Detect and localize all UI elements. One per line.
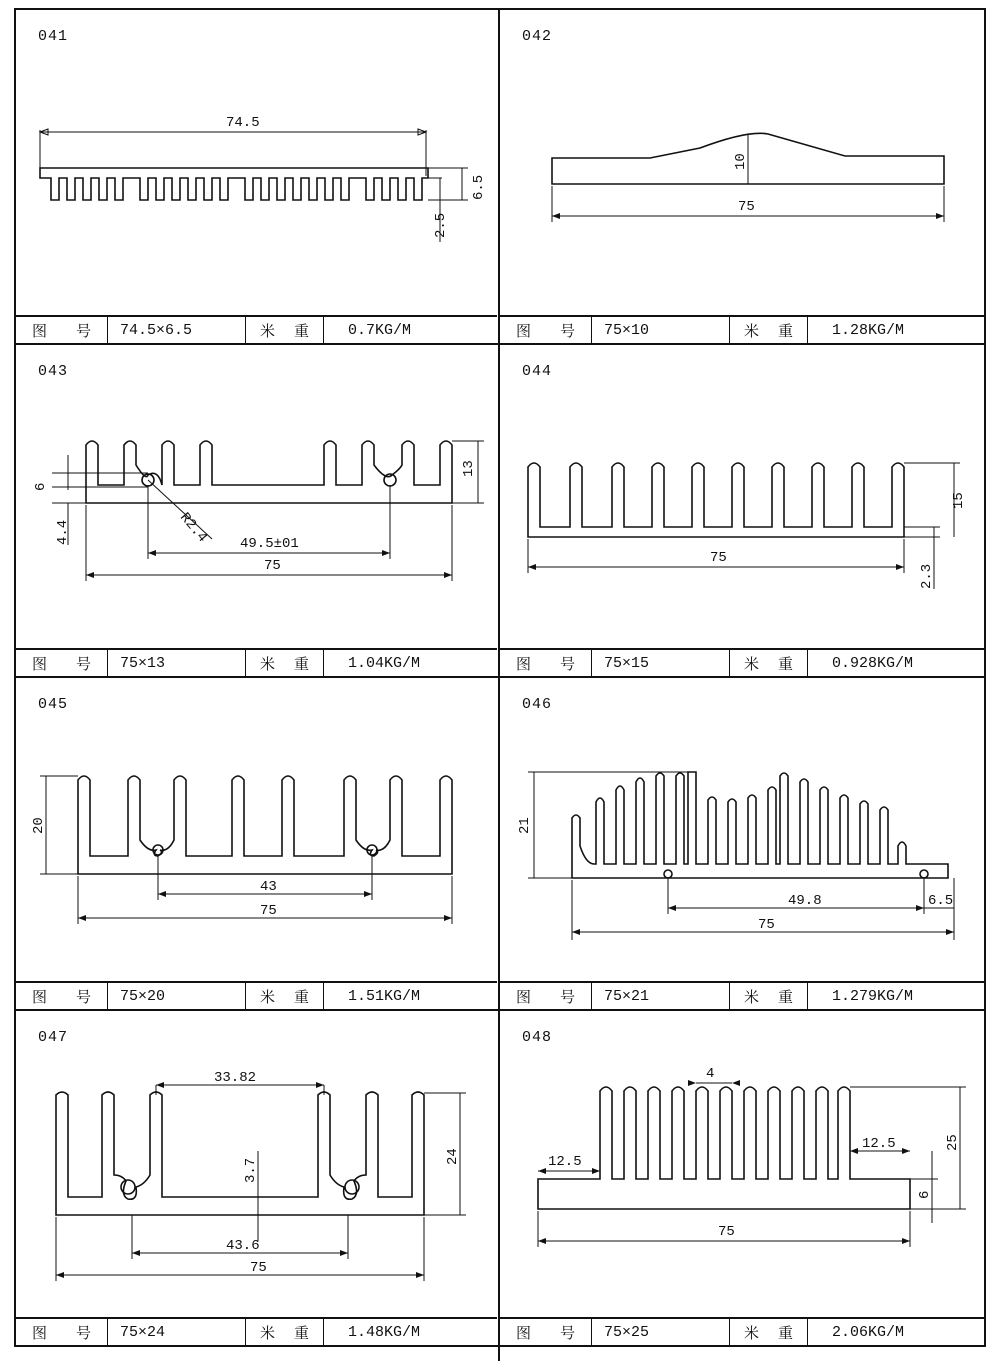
weight-label: 米 重 — [730, 317, 808, 343]
profile-drawing-048 — [500, 1011, 984, 1345]
info-row — [500, 1317, 984, 1345]
dim-label: 25 — [945, 1134, 961, 1151]
profile-drawing-041 — [16, 10, 497, 343]
weight-label: 米 重 — [730, 983, 808, 1009]
dim-label: 75 — [718, 1224, 735, 1240]
info-row — [16, 981, 497, 1009]
weight-value: 1.279KG/M — [832, 987, 914, 1005]
size-value: 75×24 — [108, 1319, 246, 1345]
info-row — [16, 315, 497, 343]
dim-label: 75 — [260, 903, 277, 919]
drawing-no-label: 图 号 — [16, 1319, 108, 1345]
profile-drawing-045 — [16, 678, 497, 1009]
profile-cell-043 — [16, 345, 497, 676]
profile-drawing-047 — [16, 1011, 497, 1345]
weight-label: 米 重 — [730, 1319, 808, 1345]
profile-cell-041 — [16, 10, 497, 343]
info-row — [16, 648, 497, 676]
drawing-id: 043 — [38, 363, 69, 380]
weight-label: 米 重 — [246, 317, 324, 343]
size-value: 74.5×6.5 — [108, 317, 246, 343]
drawing-id: 041 — [38, 28, 69, 45]
profile-cell-047 — [16, 1011, 497, 1345]
dim-label: 3.7 — [243, 1157, 259, 1183]
weight-value: 2.06KG/M — [832, 1323, 905, 1341]
drawing-id: 045 — [38, 696, 69, 713]
dim-label: 6.5 — [471, 174, 487, 200]
dim-label: 13 — [461, 460, 477, 477]
size-value: 75×20 — [108, 983, 246, 1009]
dim-label: 21 — [517, 817, 533, 834]
profile-drawing-044 — [500, 345, 984, 676]
dim-label: 49.8 — [788, 893, 822, 909]
size-value: 75×25 — [592, 1319, 730, 1345]
profile-cell-046 — [500, 678, 984, 1009]
profile-cell-044 — [500, 345, 984, 676]
dim-label: 4 — [706, 1066, 715, 1082]
dim-label: 12.5 — [862, 1136, 896, 1152]
size-value: 75×21 — [592, 983, 730, 1009]
dim-label: 15 — [951, 492, 967, 509]
weight-value: 0.7KG/M — [348, 321, 412, 339]
dim-label: 4.4 — [55, 519, 71, 545]
drawing-id: 046 — [522, 696, 553, 713]
weight-value: 1.04KG/M — [348, 654, 421, 672]
dim-label: 75 — [758, 917, 775, 933]
dim-label: 43 — [260, 879, 277, 895]
drawing-id: 047 — [38, 1029, 69, 1046]
dim-label: 12.5 — [548, 1154, 582, 1170]
weight-label: 米 重 — [246, 983, 324, 1009]
row-separator — [14, 343, 986, 345]
weight-value: 1.51KG/M — [348, 987, 421, 1005]
size-value: 75×10 — [592, 317, 730, 343]
drawing-no-label: 图 号 — [16, 317, 108, 343]
drawing-no-label: 图 号 — [500, 1319, 592, 1345]
weight-value: 0.928KG/M — [832, 654, 914, 672]
weight-value: 1.28KG/M — [832, 321, 905, 339]
dim-label: 24 — [445, 1148, 461, 1165]
row-separator — [14, 1009, 986, 1011]
profile-drawing-043 — [16, 345, 497, 676]
dim-label: 6 — [917, 1190, 933, 1199]
profile-cell-042 — [500, 10, 984, 343]
drawing-no-label: 图 号 — [16, 983, 108, 1009]
dim-label: 75 — [264, 558, 281, 574]
dim-label: 74.5 — [226, 115, 260, 131]
dim-label: 75 — [738, 199, 755, 215]
dim-label: 2.5 — [433, 212, 449, 238]
dim-label: 75 — [250, 1260, 267, 1276]
dim-label: 49.5±01 — [240, 536, 299, 552]
dim-label: 6 — [33, 482, 49, 491]
drawing-id: 048 — [522, 1029, 553, 1046]
dim-label: 43.6 — [226, 1238, 260, 1254]
dim-label: 2.3 — [919, 563, 935, 589]
info-row — [500, 648, 984, 676]
dim-label: R2.4 — [176, 509, 211, 546]
size-value: 75×15 — [592, 650, 730, 676]
dim-label: 33.82 — [214, 1070, 257, 1086]
drawing-no-label: 图 号 — [500, 650, 592, 676]
size-value: 75×13 — [108, 650, 246, 676]
profile-drawing-042 — [500, 10, 984, 343]
drawing-no-label: 图 号 — [500, 317, 592, 343]
drawing-no-label: 图 号 — [16, 650, 108, 676]
weight-label: 米 重 — [730, 650, 808, 676]
info-row — [16, 1317, 497, 1345]
info-row — [500, 981, 984, 1009]
drawing-id: 042 — [522, 28, 553, 45]
dim-label: 10 — [733, 153, 749, 170]
drawing-no-label: 图 号 — [500, 983, 592, 1009]
drawing-id: 044 — [522, 363, 553, 380]
dim-label: 20 — [31, 817, 47, 834]
weight-value: 1.48KG/M — [348, 1323, 421, 1341]
weight-label: 米 重 — [246, 1319, 324, 1345]
dim-label: 6.5 — [928, 893, 954, 909]
profile-cell-048 — [500, 1011, 984, 1345]
row-separator — [14, 676, 986, 678]
dim-label: 75 — [710, 550, 727, 566]
profile-cell-045 — [16, 678, 497, 1009]
weight-label: 米 重 — [246, 650, 324, 676]
profile-drawing-046 — [500, 678, 984, 1009]
info-row — [500, 315, 984, 343]
